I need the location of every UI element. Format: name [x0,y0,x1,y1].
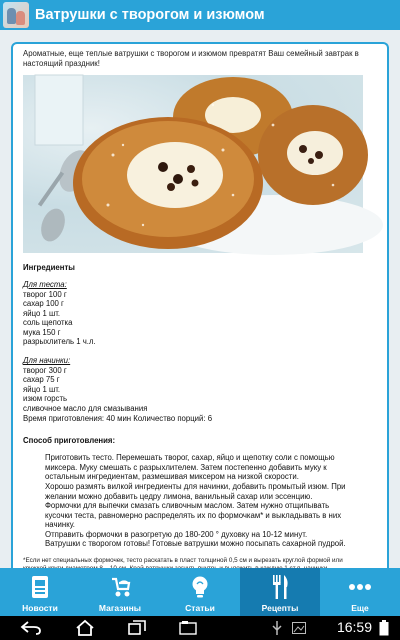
ingredient-line: разрыхлитель 1 ч.л. [23,337,96,347]
filling-list [23,366,381,424]
ingredient-line: мука 150 г [23,327,61,337]
method-line: миксера. Муку смешать с разрыхлителем. Затем постепенно добавить муку к [45,462,327,472]
ingredient-line: сливочное масло для смазывания [23,403,148,413]
recipe-intro: Ароматные, еще теплые ватрушки с творогом и изюмом превратят Ваш семейный завтрак в настоящий праздник! [23,49,359,68]
clock: 16:59 [336,619,372,635]
usb-icon [268,620,286,636]
nav-item-more[interactable] [320,568,400,616]
dough-list [23,290,381,348]
content-area[interactable] [0,30,400,568]
method-line: кусочки теста, равномерно распределять их по формочкам* и выкладывать в них [45,510,342,520]
home-button[interactable] [72,620,98,636]
screenshot-icon [179,621,197,635]
stroller-icon [107,574,133,600]
method-line: Формочки для выпечки смазать сливочным маслом. Затем нужно отщипывать [45,501,330,511]
nav-label: Еще [351,603,369,613]
recent-apps-icon [127,620,147,636]
lightbulb-icon [187,574,213,600]
nav-label: Магазины [98,603,142,613]
news-icon [27,574,53,600]
ingredients-title: Ингредиенты [23,263,75,272]
app-header [0,0,400,30]
method-line: Хорошо размять вилкой ингредиенты для начинки, добавить промытый изюм. При [45,481,346,491]
dough-heading: Для теста: [23,280,67,289]
nav-item-stores[interactable] [80,568,160,616]
battery-icon [376,620,392,636]
method-line: Отправить формочки в разогретую до 180-200 ° духовку на 10-12 минут. [45,529,308,539]
recent-apps-button[interactable] [124,620,150,636]
ingredient-line: соль щепотка [23,318,73,328]
back-arrow-icon [20,621,42,635]
recipe-photo [23,75,363,253]
method-line: остальным ингредиентам, размешивая миксером на низкой скорости. [45,472,299,482]
system-bar [0,616,400,640]
more-dots-icon [347,574,373,600]
method-line: Приготовить тесто. Перемешать творог, сахар, яйцо и щепотку соли с помощью [45,453,335,463]
recipe-card [11,42,389,568]
home-icon [75,620,95,636]
nav-label: Статьи [185,603,215,613]
ingredient-line: творог 300 г [23,365,67,375]
method-line: Ватрушки с творогом готовы! Готовые ватрушки можно посыпать сахарной пудрой. [45,539,346,549]
method-title: Способ приготовления: [23,436,116,446]
ingredient-line: сахар 75 г [23,375,60,385]
method-line: начинку. [45,520,75,530]
filling-heading: Для начинки: [23,356,71,366]
screenshot-button[interactable] [176,620,200,636]
time-servings-line: Время приготовления: 40 мин Количество порций: 6 [23,413,213,423]
ingredient-line: изюм горсть [23,394,68,404]
back-button[interactable] [18,620,44,636]
nav-item-news[interactable] [0,568,80,616]
nav-label: Новости [22,603,58,613]
nav-label: Рецепты [261,603,299,613]
image-notification-icon [290,620,308,636]
method-steps [45,453,381,549]
ingredient-line: яйцо 1 шт. [23,384,61,394]
ingredient-line: творог 100 г [23,289,67,299]
cutlery-icon [267,574,293,600]
nav-item-recipes[interactable] [240,568,320,616]
footnote-line: *Если нет специальных формочек, тесто раскатать в пласт толщиной 0,5 см и вырезать круглой формой или [23,557,343,565]
bottom-nav [0,568,400,616]
ingredient-line: сахар 100 г [23,299,64,309]
ingredient-line: яйцо 1 шт. [23,308,61,318]
page-title: Ватрушки с творогом и изюмом [35,7,265,23]
method-line: желании можно добавить цедру лимона, ванильный сахар или эссенцию. [45,491,313,501]
nav-item-articles[interactable] [160,568,240,616]
app-logo-icon [3,2,29,28]
